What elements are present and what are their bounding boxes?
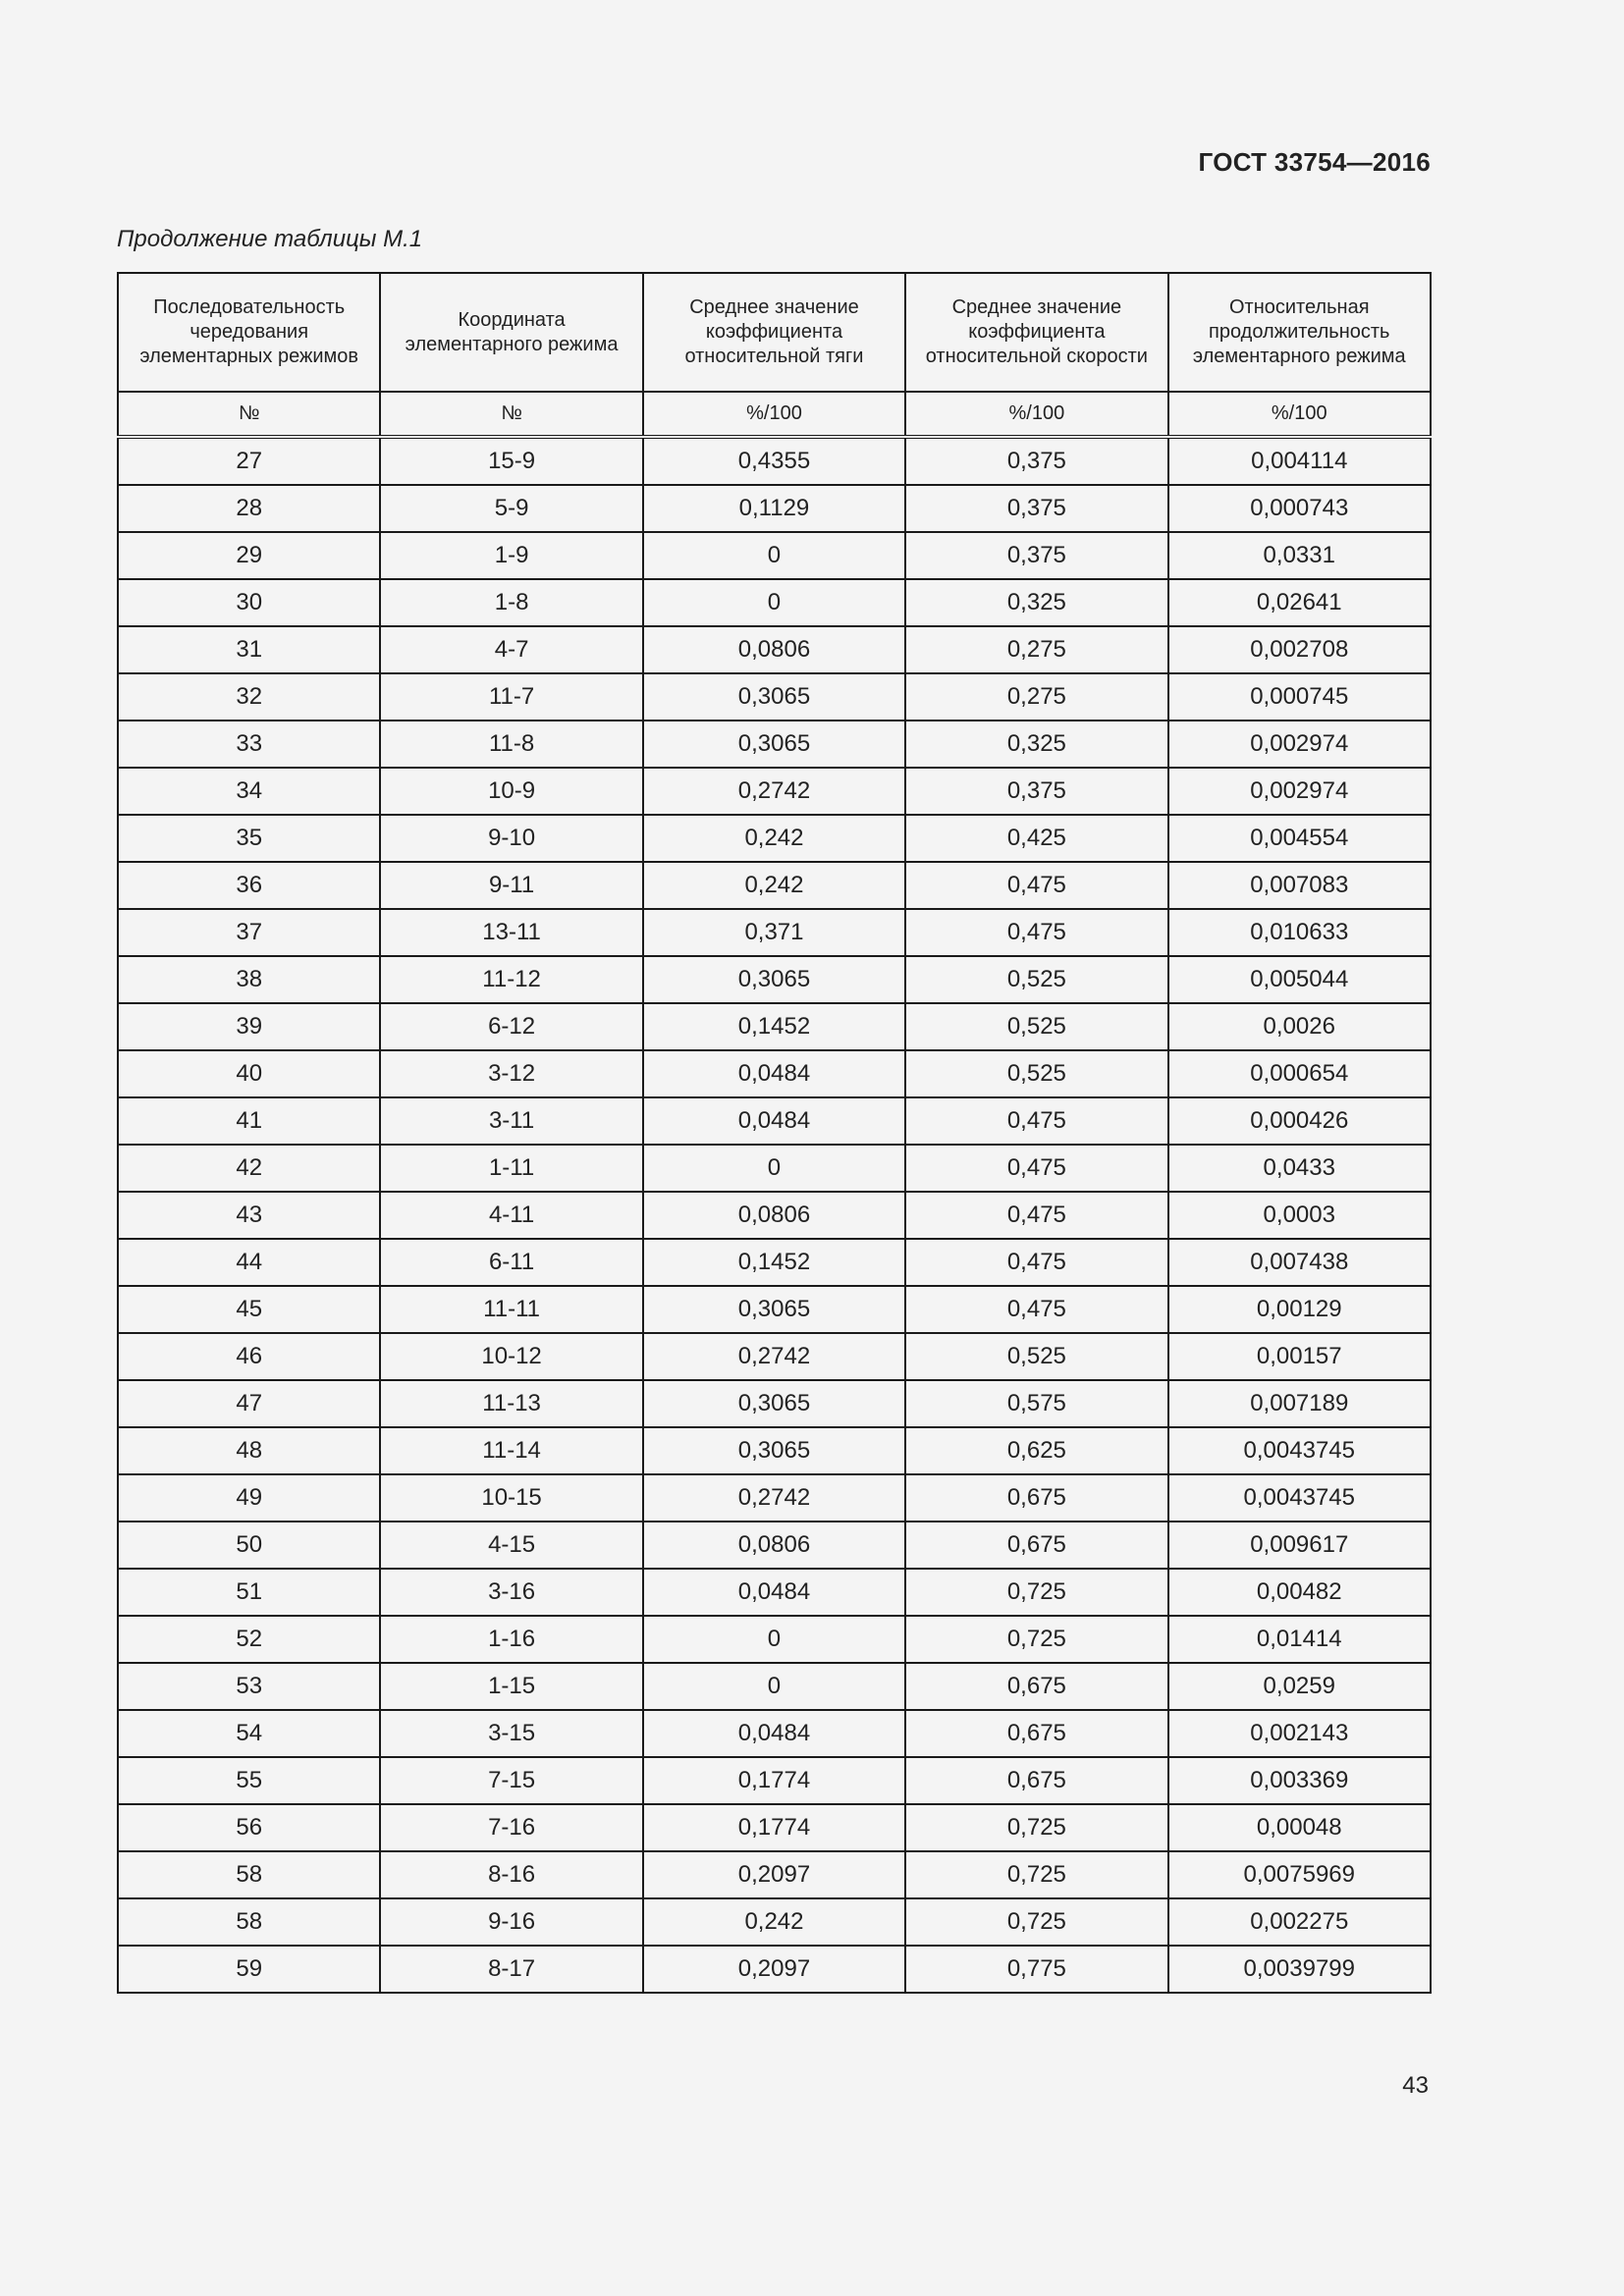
table-row	[118, 1522, 1431, 1569]
cell-relative-duration: 0,002974	[1168, 721, 1431, 768]
table-row	[118, 1286, 1431, 1333]
cell-coordinate: 1-16	[380, 1616, 642, 1663]
cell-coordinate: 9-11	[380, 862, 642, 909]
cell-relative-duration: 0,004554	[1168, 815, 1431, 862]
cell-coordinate: 3-12	[380, 1050, 642, 1097]
cell-relative-duration: 0,010633	[1168, 909, 1431, 956]
cell-coordinate: 10-9	[380, 768, 642, 815]
cell-sequence: 34	[118, 768, 380, 815]
cell-sequence: 58	[118, 1898, 380, 1946]
table-row	[118, 1192, 1431, 1239]
cell-speed-coefficient: 0,725	[905, 1616, 1167, 1663]
cell-sequence: 36	[118, 862, 380, 909]
cell-relative-duration: 0,00129	[1168, 1286, 1431, 1333]
table-row	[118, 1333, 1431, 1380]
cell-relative-duration: 0,002143	[1168, 1710, 1431, 1757]
table-row	[118, 1804, 1431, 1851]
table-row	[118, 1851, 1431, 1898]
cell-speed-coefficient: 0,275	[905, 626, 1167, 673]
table-row	[118, 1097, 1431, 1145]
column-unit-coordinate: №	[380, 392, 642, 437]
cell-sequence: 35	[118, 815, 380, 862]
cell-relative-duration: 0,000654	[1168, 1050, 1431, 1097]
cell-sequence: 37	[118, 909, 380, 956]
cell-thrust-coefficient: 0,2742	[643, 1474, 905, 1522]
page-number: 43	[1402, 2072, 1429, 2099]
cell-coordinate: 11-7	[380, 673, 642, 721]
cell-speed-coefficient: 0,725	[905, 1569, 1167, 1616]
cell-relative-duration: 0,005044	[1168, 956, 1431, 1003]
cell-relative-duration: 0,0331	[1168, 532, 1431, 579]
cell-sequence: 32	[118, 673, 380, 721]
cell-coordinate: 11-13	[380, 1380, 642, 1427]
cell-sequence: 40	[118, 1050, 380, 1097]
column-title-speed-coefficient: Среднее значение коэффициента относительной скорости	[905, 273, 1167, 392]
cell-speed-coefficient: 0,525	[905, 1333, 1167, 1380]
table-row	[118, 1380, 1431, 1427]
cell-sequence: 56	[118, 1804, 380, 1851]
table-row	[118, 1003, 1431, 1050]
cell-speed-coefficient: 0,675	[905, 1757, 1167, 1804]
column-title-coordinate: Координата элементарного режима	[380, 273, 642, 392]
cell-speed-coefficient: 0,375	[905, 437, 1167, 485]
cell-coordinate: 1-8	[380, 579, 642, 626]
cell-relative-duration: 0,0433	[1168, 1145, 1431, 1192]
cell-coordinate: 11-14	[380, 1427, 642, 1474]
table-row	[118, 956, 1431, 1003]
cell-coordinate: 9-10	[380, 815, 642, 862]
cell-relative-duration: 0,01414	[1168, 1616, 1431, 1663]
cell-thrust-coefficient: 0,2097	[643, 1946, 905, 1993]
cell-relative-duration: 0,007083	[1168, 862, 1431, 909]
cell-relative-duration: 0,000743	[1168, 485, 1431, 532]
table-row	[118, 721, 1431, 768]
cell-speed-coefficient: 0,525	[905, 1050, 1167, 1097]
cell-sequence: 59	[118, 1946, 380, 1993]
cell-relative-duration: 0,002275	[1168, 1898, 1431, 1946]
cell-thrust-coefficient: 0,3065	[643, 721, 905, 768]
cell-coordinate: 3-16	[380, 1569, 642, 1616]
cell-speed-coefficient: 0,525	[905, 956, 1167, 1003]
table-continuation-caption: Продолжение таблицы М.1	[117, 226, 423, 252]
cell-speed-coefficient: 0,475	[905, 909, 1167, 956]
table-row	[118, 579, 1431, 626]
cell-coordinate: 4-7	[380, 626, 642, 673]
cell-thrust-coefficient: 0,3065	[643, 1286, 905, 1333]
cell-sequence: 46	[118, 1333, 380, 1380]
table-row	[118, 1946, 1431, 1993]
cell-speed-coefficient: 0,475	[905, 1239, 1167, 1286]
column-unit-sequence: №	[118, 392, 380, 437]
cell-coordinate: 1-15	[380, 1663, 642, 1710]
cell-speed-coefficient: 0,725	[905, 1898, 1167, 1946]
data-table	[117, 272, 1432, 1994]
cell-sequence: 48	[118, 1427, 380, 1474]
cell-sequence: 53	[118, 1663, 380, 1710]
cell-thrust-coefficient: 0,3065	[643, 956, 905, 1003]
cell-thrust-coefficient: 0,3065	[643, 1380, 905, 1427]
cell-thrust-coefficient: 0,1452	[643, 1003, 905, 1050]
cell-speed-coefficient: 0,675	[905, 1522, 1167, 1569]
column-unit-speed-coefficient: %/100	[905, 392, 1167, 437]
cell-sequence: 28	[118, 485, 380, 532]
cell-coordinate: 8-17	[380, 1946, 642, 1993]
table-row	[118, 815, 1431, 862]
cell-relative-duration: 0,0259	[1168, 1663, 1431, 1710]
cell-relative-duration: 0,00048	[1168, 1804, 1431, 1851]
cell-relative-duration: 0,002708	[1168, 626, 1431, 673]
cell-thrust-coefficient: 0,3065	[643, 1427, 905, 1474]
cell-coordinate: 6-12	[380, 1003, 642, 1050]
cell-coordinate: 6-11	[380, 1239, 642, 1286]
cell-thrust-coefficient: 0	[643, 1616, 905, 1663]
cell-coordinate: 10-15	[380, 1474, 642, 1522]
cell-thrust-coefficient: 0,2742	[643, 1333, 905, 1380]
cell-speed-coefficient: 0,625	[905, 1427, 1167, 1474]
column-unit-thrust-coefficient: %/100	[643, 392, 905, 437]
cell-relative-duration: 0,0075969	[1168, 1851, 1431, 1898]
cell-sequence: 39	[118, 1003, 380, 1050]
cell-thrust-coefficient: 0,0484	[643, 1569, 905, 1616]
cell-speed-coefficient: 0,525	[905, 1003, 1167, 1050]
column-title-sequence: Последовательность чередования элементарных режимов	[118, 273, 380, 392]
cell-relative-duration: 0,0043745	[1168, 1427, 1431, 1474]
cell-speed-coefficient: 0,325	[905, 721, 1167, 768]
cell-speed-coefficient: 0,375	[905, 768, 1167, 815]
cell-sequence: 43	[118, 1192, 380, 1239]
cell-speed-coefficient: 0,375	[905, 532, 1167, 579]
cell-speed-coefficient: 0,475	[905, 1192, 1167, 1239]
table-row	[118, 862, 1431, 909]
table-row	[118, 1616, 1431, 1663]
table-row	[118, 768, 1431, 815]
cell-thrust-coefficient: 0	[643, 579, 905, 626]
column-title-thrust-coefficient: Среднее значение коэффициента относительной тяги	[643, 273, 905, 392]
cell-speed-coefficient: 0,375	[905, 485, 1167, 532]
cell-thrust-coefficient: 0,1452	[643, 1239, 905, 1286]
cell-coordinate: 3-11	[380, 1097, 642, 1145]
cell-coordinate: 8-16	[380, 1851, 642, 1898]
cell-speed-coefficient: 0,675	[905, 1474, 1167, 1522]
table-header	[118, 273, 1431, 437]
cell-sequence: 52	[118, 1616, 380, 1663]
cell-relative-duration: 0,003369	[1168, 1757, 1431, 1804]
cell-speed-coefficient: 0,725	[905, 1851, 1167, 1898]
cell-thrust-coefficient: 0,1774	[643, 1804, 905, 1851]
cell-coordinate: 11-12	[380, 956, 642, 1003]
cell-thrust-coefficient: 0,4355	[643, 437, 905, 485]
cell-relative-duration: 0,0039799	[1168, 1946, 1431, 1993]
cell-speed-coefficient: 0,475	[905, 1097, 1167, 1145]
table-row	[118, 1663, 1431, 1710]
cell-thrust-coefficient: 0,242	[643, 862, 905, 909]
table-row	[118, 485, 1431, 532]
cell-coordinate: 5-9	[380, 485, 642, 532]
cell-sequence: 51	[118, 1569, 380, 1616]
cell-thrust-coefficient: 0	[643, 1145, 905, 1192]
cell-sequence: 29	[118, 532, 380, 579]
column-title-relative-duration: Относительная продолжительность элементарного режима	[1168, 273, 1431, 392]
cell-thrust-coefficient: 0,1129	[643, 485, 905, 532]
cell-sequence: 41	[118, 1097, 380, 1145]
cell-sequence: 44	[118, 1239, 380, 1286]
table-row	[118, 1427, 1431, 1474]
cell-thrust-coefficient: 0,2097	[643, 1851, 905, 1898]
cell-speed-coefficient: 0,475	[905, 862, 1167, 909]
cell-relative-duration: 0,000745	[1168, 673, 1431, 721]
table-row	[118, 1145, 1431, 1192]
cell-coordinate: 11-8	[380, 721, 642, 768]
data-table-container	[117, 272, 1430, 1994]
table-body	[118, 437, 1431, 1993]
table-row	[118, 1898, 1431, 1946]
table-row	[118, 1239, 1431, 1286]
cell-relative-duration: 0,007438	[1168, 1239, 1431, 1286]
cell-thrust-coefficient: 0,0806	[643, 626, 905, 673]
cell-speed-coefficient: 0,775	[905, 1946, 1167, 1993]
cell-coordinate: 1-11	[380, 1145, 642, 1192]
cell-coordinate: 4-11	[380, 1192, 642, 1239]
cell-coordinate: 3-15	[380, 1710, 642, 1757]
cell-relative-duration: 0,00482	[1168, 1569, 1431, 1616]
cell-relative-duration: 0,007189	[1168, 1380, 1431, 1427]
cell-sequence: 31	[118, 626, 380, 673]
cell-sequence: 38	[118, 956, 380, 1003]
cell-coordinate: 7-16	[380, 1804, 642, 1851]
cell-sequence: 54	[118, 1710, 380, 1757]
cell-relative-duration: 0,02641	[1168, 579, 1431, 626]
cell-coordinate: 1-9	[380, 532, 642, 579]
table-row	[118, 1569, 1431, 1616]
cell-coordinate: 10-12	[380, 1333, 642, 1380]
cell-speed-coefficient: 0,675	[905, 1710, 1167, 1757]
table-row	[118, 1474, 1431, 1522]
document-standard-number: ГОСТ 33754—2016	[1198, 147, 1431, 177]
cell-coordinate: 11-11	[380, 1286, 642, 1333]
table-row	[118, 1050, 1431, 1097]
cell-thrust-coefficient: 0	[643, 1663, 905, 1710]
cell-relative-duration: 0,002974	[1168, 768, 1431, 815]
table-row	[118, 437, 1431, 485]
cell-relative-duration: 0,0003	[1168, 1192, 1431, 1239]
column-units-row	[118, 392, 1431, 437]
cell-sequence: 47	[118, 1380, 380, 1427]
cell-sequence: 55	[118, 1757, 380, 1804]
cell-thrust-coefficient: 0,0806	[643, 1192, 905, 1239]
cell-thrust-coefficient: 0,0484	[643, 1710, 905, 1757]
cell-thrust-coefficient: 0,0484	[643, 1050, 905, 1097]
cell-speed-coefficient: 0,325	[905, 579, 1167, 626]
cell-thrust-coefficient: 0,2742	[643, 768, 905, 815]
cell-thrust-coefficient: 0	[643, 532, 905, 579]
cell-speed-coefficient: 0,275	[905, 673, 1167, 721]
cell-sequence: 58	[118, 1851, 380, 1898]
cell-speed-coefficient: 0,725	[905, 1804, 1167, 1851]
cell-coordinate: 7-15	[380, 1757, 642, 1804]
cell-sequence: 33	[118, 721, 380, 768]
cell-speed-coefficient: 0,425	[905, 815, 1167, 862]
cell-speed-coefficient: 0,575	[905, 1380, 1167, 1427]
table-row	[118, 626, 1431, 673]
cell-thrust-coefficient: 0,3065	[643, 673, 905, 721]
table-row	[118, 532, 1431, 579]
cell-thrust-coefficient: 0,242	[643, 815, 905, 862]
cell-speed-coefficient: 0,475	[905, 1286, 1167, 1333]
cell-sequence: 45	[118, 1286, 380, 1333]
cell-thrust-coefficient: 0,242	[643, 1898, 905, 1946]
cell-sequence: 30	[118, 579, 380, 626]
column-titles-row	[118, 273, 1431, 392]
table-row	[118, 1757, 1431, 1804]
column-unit-relative-duration: %/100	[1168, 392, 1431, 437]
cell-coordinate: 4-15	[380, 1522, 642, 1569]
cell-speed-coefficient: 0,675	[905, 1663, 1167, 1710]
cell-coordinate: 9-16	[380, 1898, 642, 1946]
cell-speed-coefficient: 0,475	[905, 1145, 1167, 1192]
table-row	[118, 909, 1431, 956]
cell-relative-duration: 0,009617	[1168, 1522, 1431, 1569]
cell-relative-duration: 0,00157	[1168, 1333, 1431, 1380]
cell-relative-duration: 0,004114	[1168, 437, 1431, 485]
table-row	[118, 673, 1431, 721]
cell-thrust-coefficient: 0,1774	[643, 1757, 905, 1804]
cell-relative-duration: 0,0026	[1168, 1003, 1431, 1050]
cell-relative-duration: 0,0043745	[1168, 1474, 1431, 1522]
cell-thrust-coefficient: 0,371	[643, 909, 905, 956]
cell-thrust-coefficient: 0,0806	[643, 1522, 905, 1569]
cell-coordinate: 15-9	[380, 437, 642, 485]
cell-thrust-coefficient: 0,0484	[643, 1097, 905, 1145]
cell-sequence: 27	[118, 437, 380, 485]
cell-sequence: 42	[118, 1145, 380, 1192]
cell-coordinate: 13-11	[380, 909, 642, 956]
cell-sequence: 49	[118, 1474, 380, 1522]
cell-sequence: 50	[118, 1522, 380, 1569]
cell-relative-duration: 0,000426	[1168, 1097, 1431, 1145]
table-row	[118, 1710, 1431, 1757]
